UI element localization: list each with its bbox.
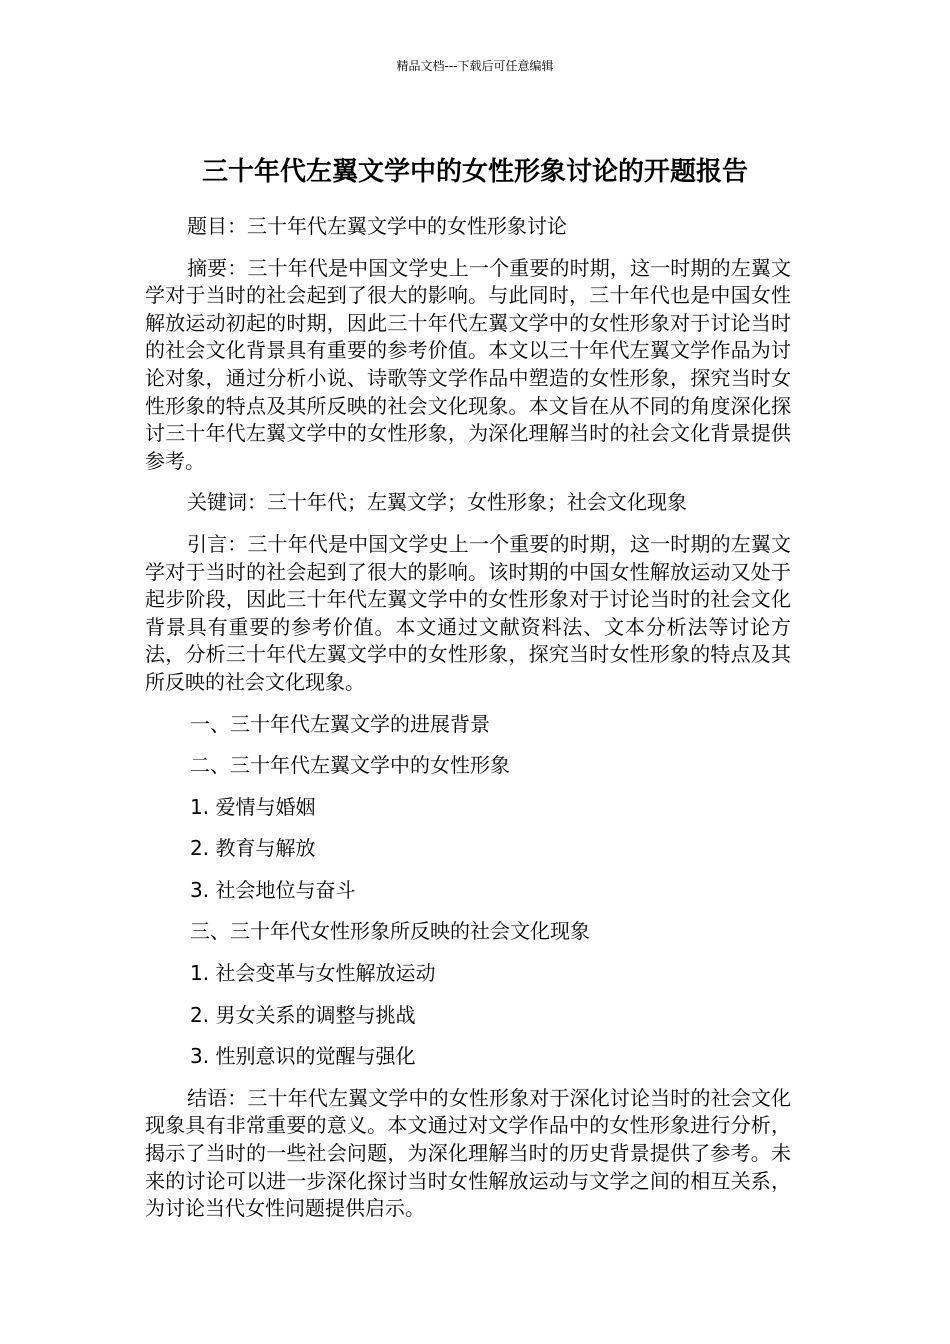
outline-item: 3. 性别意识的觉醒与强化	[190, 1044, 416, 1069]
topic-paragraph: 题目：三十年代左翼文学中的女性形象讨论	[187, 214, 567, 238]
keywords-paragraph: 关键词：三十年代；左翼文学；女性形象；社会文化现象	[187, 490, 687, 515]
outline-item: 1. 爱情与婚姻	[190, 794, 316, 819]
outline-item: 1. 社会变革与女性解放运动	[190, 961, 436, 986]
outline-item: 三、三十年代女性形象所反映的社会文化现象	[190, 919, 590, 944]
introduction-paragraph: 引言：三十年代是中国文学史上一个重要的时期，这一时期的左翼文学对于当时的社会起到了很大的影响。该时期的中国女性解放运动又处于起步阶段，因此三十年代左翼文学中的女性形象对于讨论当时的社会文化背景具有重要的参考价值。本文通过文献资料法、文本分析法等讨论方法，分析三十年代左翼文学中的女性形象，探究当时女性形象的特点及其所反映的社会文化现象。	[145, 531, 791, 694]
conclusion-paragraph: 结语：三十年代左翼文学中的女性形象对于深化讨论当时的社会文化现象具有非常重要的意义。本文通过对文学作品中的女性形象进行分析，揭示了当时的一些社会问题，为深化理解当时的历史背景提供了参考。未来的讨论可以进一步深化探讨当时女性解放运动与文学之间的相互关系，为讨论当代女性问题提供启示。	[145, 1085, 791, 1221]
document-body	[145, 213, 791, 1237]
outline-item: 2. 教育与解放	[190, 836, 316, 861]
page-header: 精品文档---下载后可任意编辑	[396, 59, 554, 73]
document-title: 三十年代左翼文学中的女性形象讨论的开题报告	[201, 157, 748, 188]
outline-item: 3. 社会地位与奋斗	[190, 877, 356, 902]
outline-item: 2. 男女关系的调整与挑战	[190, 1002, 416, 1027]
abstract-paragraph: 摘要：三十年代是中国文学史上一个重要的时期，这一时期的左翼文学对于当时的社会起到了很大的影响。与此同时，三十年代也是中国女性解放运动初起的时期，因此三十年代左翼文学中的女性形象对于讨论当时的社会文化背景具有重要的参考价值。本文以三十年代左翼文学作品为讨论对象，通过分析小说、诗歌等文学作品中塑造的女性形象，探究当时女性形象的特点及其所反映的社会文化现象。本文旨在从不同的角度深化探讨三十年代左翼文学中的女性形象，为深化理解当时的社会文化背景提供参考。	[145, 255, 791, 473]
outline-item: 一、三十年代左翼文学的进展背景	[190, 711, 490, 736]
outline-list	[145, 711, 791, 1071]
outline-item: 二、三十年代左翼文学中的女性形象	[190, 753, 510, 778]
